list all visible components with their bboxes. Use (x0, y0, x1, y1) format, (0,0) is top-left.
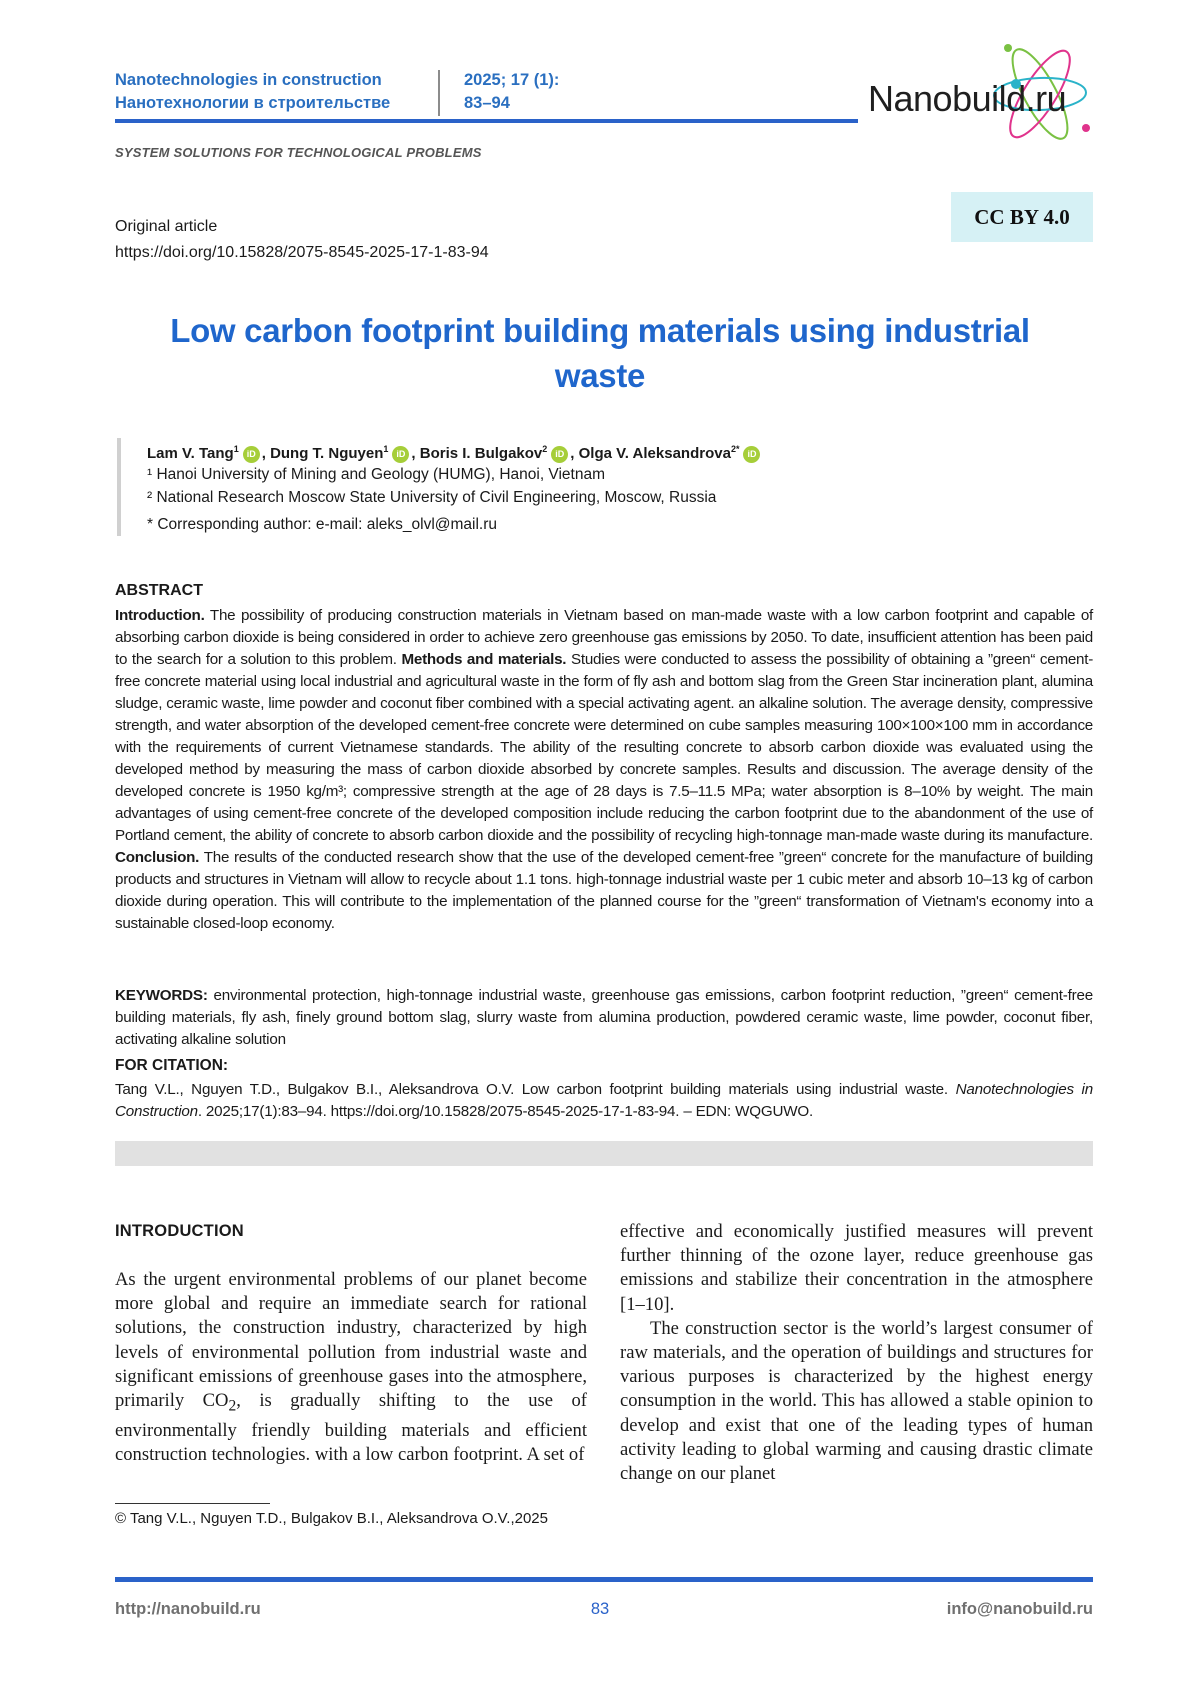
author-name: Lam V. Tang (147, 445, 234, 462)
affiliation-1: ¹ Hanoi University of Mining and Geology (HUMG), Hanoi, Vietnam (147, 466, 606, 483)
keywords-text: environmental protection, high-tonnage industrial waste, greenhouse gas emissions, carbon footprint reduction, ”green“ cement-free building materials, fly ash, finely ground bottom slag, slurry waste from alumina production, powdered ceramic waste, lime powder, coconut fiber, activating alkaline solution (115, 987, 1093, 1048)
affiliation-2: ² National Research Moscow State University of Civil Engineering, Moscow, Russia (147, 489, 717, 506)
issue-number: 2025; 17 (1): (464, 71, 560, 89)
abstract-body (115, 605, 1093, 935)
journal-title-ru: Нанотехнологии в строительстве (115, 94, 391, 112)
section-label: SYSTEM SOLUTIONS FOR TECHNOLOGICAL PROBLEMS (115, 145, 482, 160)
copyright-footnote: © Tang V.L., Nguyen T.D., Bulgakov B.I., Aleksandrova O.V.,2025 (115, 1510, 548, 1527)
body-column-left (115, 1268, 587, 1467)
orcid-icon[interactable]: iD (551, 446, 568, 463)
abstract-methods-label: Methods and materials. (401, 651, 567, 668)
header-divider (438, 70, 440, 116)
footer-rule (115, 1577, 1093, 1582)
page-number: 83 (590, 1600, 610, 1618)
abstract-heading: ABSTRACT (115, 582, 203, 599)
keywords-label: KEYWORDS: (115, 987, 208, 1004)
citation-details: . 2025;17(1):83–94. https://doi.org/10.15828/2075-8545-2025-17-1-83-94. – EDN: WQGUWO. (197, 1103, 813, 1120)
site-logo[interactable]: Nanobuild.ru (868, 78, 1067, 119)
issue-pages: 83–94 (464, 94, 510, 112)
paragraph-text: As the urgent environmental problems of our planet become more global and require an immediate search for rational solutions, the construction industry, characterized by high levels of environmental pollution from industrial waste and significant emissions of greenhouse gases into the atmosphere, primarily CO (115, 1269, 587, 1412)
issue-block (464, 69, 559, 115)
paragraph: effective and economically justified measures will prevent further thinning of the ozone layer, reduce greenhouse gas emissions and stabilize their concentration in the atmosphere [1–10]. (620, 1221, 1093, 1315)
journal-title-block (115, 69, 390, 115)
body-column-right (620, 1220, 1093, 1486)
keywords-block (115, 985, 1093, 1051)
article-type: Original article (115, 218, 218, 235)
author-affil-marker: 1 (233, 444, 239, 454)
journal-title-en: Nanotechnologies in construction (115, 71, 382, 89)
citation-authors-title: Tang V.L., Nguyen T.D., Bulgakov B.I., Aleksandrova O.V. Low carbon footprint building materials using industrial waste. (115, 1081, 956, 1098)
paragraph: The construction sector is the world’s largest consumer of raw materials, and the operation of buildings and structures for various purposes is characterized by the highest energy consumption in the world. This has allowed a stable opinion to develop and exist that one of the leading types of human activity leading to global warming and causing drastic climate change on our planet (620, 1317, 1093, 1485)
abstract-methods-text: Studies were conducted to assess the possibility of obtaining a ”green“ cement-free concrete material using local industrial and agricultural waste in the form of fly ash and bottom slag from the Green Star incineration plant, alumina sludge, ceramic waste, lime powder and coconut fiber combined with a special activating agent. an alkaline solution. The average density, compressive strength, and water absorption of the developed cement-free concrete were determined on cube samples measuring 100×100×100 mm in accordance with the requirements of current Vietnamese standards. The ability of the resulting concrete to absorb carbon dioxide was evaluated using the developed method by measuring the mass of carbon dioxide absorbed by concrete samples. Results and discussion. The average density of the developed concrete is 1950 kg/m³; compressive strength at the age of 28 days is 7.5–11.5 MPa; water absorption is 8–10% by weight. The main advantages of using cement-free concrete of the developed composition include reducing the carbon footprint due to the abandonment of the use of Portland cement, the ability of concrete to absorb carbon dioxide and the possibility of recycling high-tonnage man-made waste during its manufacture. (115, 651, 1094, 844)
abstract-intro-text: The possibility of producing construction materials in Vietnam based on man-made waste with a low carbon footprint and capable of absorbing carbon dioxide is being considered in order to achieve zero greenhouse gas emissions by 2050. To date, insufficient attention has been paid to the search for a solution to this problem. (115, 607, 1093, 668)
paragraph-text: , is gradually shifting to the use of environmentally friendly building materials and efficient construction technologies. with a low carbon footprint. A set of (115, 1390, 587, 1466)
introduction-heading: INTRODUCTION (115, 1222, 244, 1240)
footer-email[interactable]: info@nanobuild.ru (946, 1600, 1093, 1618)
footer-url[interactable]: http://nanobuild.ru (115, 1600, 261, 1618)
abstract-intro-label: Introduction. (115, 607, 205, 624)
header-rule (115, 119, 858, 123)
author-name: Olga V. Aleksandrova (578, 445, 731, 462)
author-affil-marker: 1 (383, 444, 389, 454)
author-name: Dung T. Nguyen (270, 445, 384, 462)
citation-heading: FOR CITATION: (115, 1057, 229, 1074)
author-sidebar-bar (117, 438, 121, 536)
orcid-icon[interactable]: iD (243, 446, 260, 463)
citation-journal: Nanotechnologies in Construction (115, 1081, 1093, 1120)
section-separator-band (115, 1141, 1093, 1166)
subscript: 2 (228, 1397, 237, 1415)
orcid-icon[interactable]: iD (392, 446, 409, 463)
citation-text (115, 1079, 1093, 1123)
footnote-rule (115, 1503, 270, 1504)
orcid-icon[interactable]: iD (743, 446, 760, 463)
corresponding-author: * Corresponding author: e-mail: aleks_olvl@mail.ru (147, 516, 497, 533)
license-badge: CC BY 4.0 (951, 192, 1093, 242)
author-name: Boris I. Bulgakov (419, 445, 543, 462)
author-affil-marker: 2 (542, 444, 548, 454)
abstract-conclusion-text: The results of the conducted research show that the use of the developed cement-free ”green“ concrete for the manufacture of building products and structures in Vietnam will allow to recycle about 1.1 tons. high-tonnage industrial waste per 1 cubic meter and absorb 10–13 kg of carbon dioxide during operation. This will contribute to the implementation of the planned course for the ”green“ transformation of Vietnam's economy into a sustainable closed-loop economy. (115, 849, 1093, 932)
abstract-conclusion-label: Conclusion. (115, 849, 200, 866)
author-affil-marker: 2* (730, 444, 740, 454)
author-list: Lam V. Tang$^1$ iD , Dung T. Nguyen$^1$ iD , Boris I. Bulgakov$^2$ iD , Olga V. Aleksandrova$^{2*}$ iD (147, 438, 762, 465)
article-title: Low carbon footprint building materials using industrial waste (170, 312, 1030, 394)
article-doi[interactable]: https://doi.org/10.15828/2075-8545-2025-17-1-83-94 (115, 244, 489, 261)
paragraph (115, 1268, 587, 1467)
